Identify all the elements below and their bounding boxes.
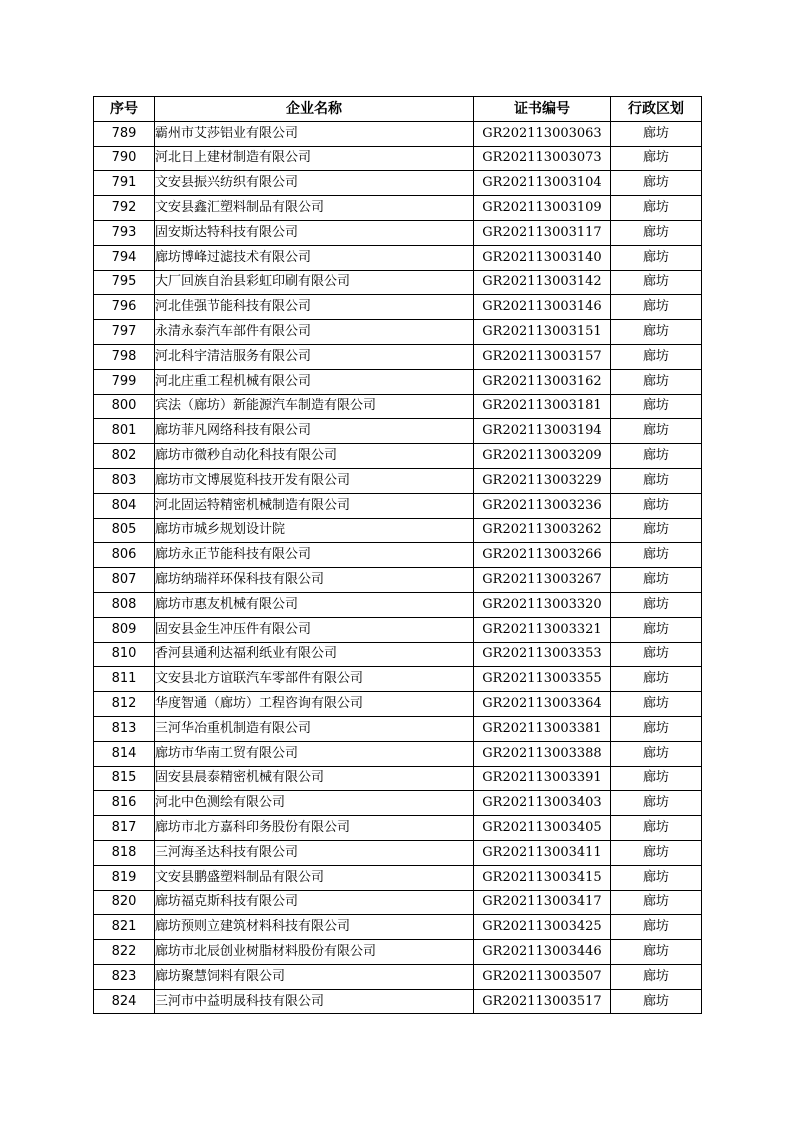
table-row [94, 121, 702, 146]
company-name-cell: 永清永泰汽车部件有限公司 [155, 320, 474, 345]
serial-number-cell: 811 [94, 667, 155, 692]
region-cell: 廊坊 [611, 592, 702, 617]
company-name-cell: 廊坊市北方嘉科印务股份有限公司 [155, 816, 474, 841]
region-cell: 廊坊 [611, 245, 702, 270]
company-name-cell: 大厂回族自治县彩虹印刷有限公司 [155, 270, 474, 295]
company-name-cell: 固安县金生冲压件有限公司 [155, 617, 474, 642]
table-body [94, 121, 702, 1014]
table-row [94, 766, 702, 791]
serial-number-cell: 790 [94, 146, 155, 171]
region-cell: 廊坊 [611, 989, 702, 1014]
table-row [94, 196, 702, 221]
certificate-number-cell: GR202113003194 [474, 419, 611, 444]
region-cell: 廊坊 [611, 642, 702, 667]
table-row [94, 865, 702, 890]
table-row [94, 171, 702, 196]
table-row [94, 741, 702, 766]
region-cell: 廊坊 [611, 964, 702, 989]
certificate-number-cell: GR202113003321 [474, 617, 611, 642]
certificate-number-cell: GR202113003417 [474, 890, 611, 915]
region-cell: 廊坊 [611, 220, 702, 245]
company-name-cell: 文安县振兴纺织有限公司 [155, 171, 474, 196]
company-name-cell: 华度智通（廊坊）工程咨询有限公司 [155, 692, 474, 717]
company-name-cell: 宾法（廊坊）新能源汽车制造有限公司 [155, 394, 474, 419]
company-name-cell: 文安县鑫汇塑料制品有限公司 [155, 196, 474, 221]
table-row [94, 419, 702, 444]
certificate-number-cell: GR202113003353 [474, 642, 611, 667]
region-cell: 廊坊 [611, 468, 702, 493]
serial-number-cell: 804 [94, 493, 155, 518]
table-row [94, 667, 702, 692]
region-cell: 廊坊 [611, 320, 702, 345]
table-row [94, 444, 702, 469]
table-row [94, 617, 702, 642]
serial-number-cell: 824 [94, 989, 155, 1014]
company-name-cell: 河北佳强节能科技有限公司 [155, 295, 474, 320]
certificate-number-cell: GR202113003063 [474, 121, 611, 146]
header-company-name: 企业名称 [155, 97, 474, 122]
certificate-number-cell: GR202113003117 [474, 220, 611, 245]
table-row [94, 295, 702, 320]
region-cell: 廊坊 [611, 171, 702, 196]
company-name-cell: 廊坊市文博展览科技开发有限公司 [155, 468, 474, 493]
serial-number-cell: 815 [94, 766, 155, 791]
serial-number-cell: 808 [94, 592, 155, 617]
table-row [94, 220, 702, 245]
table-row [94, 989, 702, 1014]
table-row [94, 320, 702, 345]
company-name-cell: 廊坊市微秒自动化科技有限公司 [155, 444, 474, 469]
serial-number-cell: 818 [94, 840, 155, 865]
certificate-number-cell: GR202113003415 [474, 865, 611, 890]
certificate-number-cell: GR202113003517 [474, 989, 611, 1014]
serial-number-cell: 817 [94, 816, 155, 841]
company-name-cell: 河北日上建材制造有限公司 [155, 146, 474, 171]
company-name-cell: 三河市中益明晟科技有限公司 [155, 989, 474, 1014]
certificate-number-cell: GR202113003157 [474, 344, 611, 369]
certificate-number-cell: GR202113003140 [474, 245, 611, 270]
company-name-cell: 三河海圣达科技有限公司 [155, 840, 474, 865]
serial-number-cell: 820 [94, 890, 155, 915]
company-name-cell: 廊坊市北辰创业树脂材料股份有限公司 [155, 940, 474, 965]
table-row [94, 245, 702, 270]
table-row [94, 791, 702, 816]
table-row [94, 940, 702, 965]
serial-number-cell: 822 [94, 940, 155, 965]
table-row [94, 840, 702, 865]
header-row [94, 97, 702, 122]
table-header [94, 97, 702, 122]
region-cell: 廊坊 [611, 791, 702, 816]
region-cell: 廊坊 [611, 568, 702, 593]
company-name-cell: 河北中色测绘有限公司 [155, 791, 474, 816]
certificate-number-cell: GR202113003391 [474, 766, 611, 791]
region-cell: 廊坊 [611, 419, 702, 444]
region-cell: 廊坊 [611, 816, 702, 841]
serial-number-cell: 812 [94, 692, 155, 717]
certificate-number-cell: GR202113003267 [474, 568, 611, 593]
serial-number-cell: 799 [94, 369, 155, 394]
certificate-number-cell: GR202113003109 [474, 196, 611, 221]
certificate-number-cell: GR202113003142 [474, 270, 611, 295]
region-cell: 廊坊 [611, 766, 702, 791]
region-cell: 廊坊 [611, 716, 702, 741]
serial-number-cell: 802 [94, 444, 155, 469]
certificate-number-cell: GR202113003446 [474, 940, 611, 965]
region-cell: 廊坊 [611, 518, 702, 543]
certificate-number-cell: GR202113003405 [474, 816, 611, 841]
serial-number-cell: 792 [94, 196, 155, 221]
table-row [94, 394, 702, 419]
serial-number-cell: 806 [94, 543, 155, 568]
serial-number-cell: 814 [94, 741, 155, 766]
table-row [94, 642, 702, 667]
region-cell: 廊坊 [611, 692, 702, 717]
certificate-number-cell: GR202113003364 [474, 692, 611, 717]
company-name-cell: 文安县鹏盛塑料制品有限公司 [155, 865, 474, 890]
header-certificate-number: 证书编号 [474, 97, 611, 122]
serial-number-cell: 789 [94, 121, 155, 146]
certificate-number-cell: GR202113003104 [474, 171, 611, 196]
certificate-number-cell: GR202113003236 [474, 493, 611, 518]
certificate-number-cell: GR202113003266 [474, 543, 611, 568]
region-cell: 廊坊 [611, 295, 702, 320]
table-row [94, 716, 702, 741]
certificate-table [93, 96, 702, 1014]
certificate-number-cell: GR202113003425 [474, 915, 611, 940]
certificate-number-cell: GR202113003146 [474, 295, 611, 320]
region-cell: 廊坊 [611, 369, 702, 394]
region-cell: 廊坊 [611, 394, 702, 419]
company-name-cell: 廊坊聚慧饲料有限公司 [155, 964, 474, 989]
serial-number-cell: 813 [94, 716, 155, 741]
region-cell: 廊坊 [611, 543, 702, 568]
certificate-number-cell: GR202113003229 [474, 468, 611, 493]
serial-number-cell: 805 [94, 518, 155, 543]
company-name-cell: 霸州市艾莎铝业有限公司 [155, 121, 474, 146]
company-name-cell: 河北科宇清洁服务有限公司 [155, 344, 474, 369]
table-row [94, 915, 702, 940]
certificate-number-cell: GR202113003151 [474, 320, 611, 345]
company-name-cell: 廊坊福克斯科技有限公司 [155, 890, 474, 915]
serial-number-cell: 823 [94, 964, 155, 989]
region-cell: 廊坊 [611, 667, 702, 692]
table-row [94, 890, 702, 915]
table-row [94, 146, 702, 171]
table-row [94, 592, 702, 617]
serial-number-cell: 801 [94, 419, 155, 444]
region-cell: 廊坊 [611, 940, 702, 965]
table-row [94, 270, 702, 295]
company-name-cell: 廊坊市华南工贸有限公司 [155, 741, 474, 766]
region-cell: 廊坊 [611, 493, 702, 518]
certificate-number-cell: GR202113003355 [474, 667, 611, 692]
company-name-cell: 廊坊纳瑞祥环保科技有限公司 [155, 568, 474, 593]
serial-number-cell: 816 [94, 791, 155, 816]
company-name-cell: 河北固运特精密机械制造有限公司 [155, 493, 474, 518]
serial-number-cell: 797 [94, 320, 155, 345]
table-row [94, 344, 702, 369]
company-name-cell: 河北庄重工程机械有限公司 [155, 369, 474, 394]
certificate-number-cell: GR202113003262 [474, 518, 611, 543]
company-name-cell: 文安县北方谊联汽车零部件有限公司 [155, 667, 474, 692]
table-row [94, 493, 702, 518]
table-row [94, 816, 702, 841]
certificate-number-cell: GR202113003162 [474, 369, 611, 394]
table-row [94, 568, 702, 593]
table-row [94, 468, 702, 493]
certificate-number-cell: GR202113003209 [474, 444, 611, 469]
company-name-cell: 三河华冶重机制造有限公司 [155, 716, 474, 741]
company-name-cell: 固安斯达特科技有限公司 [155, 220, 474, 245]
region-cell: 廊坊 [611, 617, 702, 642]
table-row [94, 964, 702, 989]
serial-number-cell: 803 [94, 468, 155, 493]
certificate-number-cell: GR202113003403 [474, 791, 611, 816]
serial-number-cell: 798 [94, 344, 155, 369]
table-row [94, 692, 702, 717]
region-cell: 廊坊 [611, 146, 702, 171]
serial-number-cell: 794 [94, 245, 155, 270]
region-cell: 廊坊 [611, 890, 702, 915]
company-name-cell: 廊坊博峰过滤技术有限公司 [155, 245, 474, 270]
region-cell: 廊坊 [611, 270, 702, 295]
serial-number-cell: 791 [94, 171, 155, 196]
table-row [94, 543, 702, 568]
serial-number-cell: 821 [94, 915, 155, 940]
certificate-number-cell: GR202113003320 [474, 592, 611, 617]
region-cell: 廊坊 [611, 915, 702, 940]
region-cell: 廊坊 [611, 344, 702, 369]
serial-number-cell: 809 [94, 617, 155, 642]
header-region: 行政区划 [611, 97, 702, 122]
company-name-cell: 香河县通利达福利纸业有限公司 [155, 642, 474, 667]
serial-number-cell: 800 [94, 394, 155, 419]
serial-number-cell: 819 [94, 865, 155, 890]
region-cell: 廊坊 [611, 840, 702, 865]
header-serial-number: 序号 [94, 97, 155, 122]
company-name-cell: 廊坊市惠友机械有限公司 [155, 592, 474, 617]
company-name-cell: 固安县晨泰精密机械有限公司 [155, 766, 474, 791]
company-name-cell: 廊坊预则立建筑材料科技有限公司 [155, 915, 474, 940]
certificate-number-cell: GR202113003381 [474, 716, 611, 741]
company-name-cell: 廊坊市城乡规划设计院 [155, 518, 474, 543]
certificate-number-cell: GR202113003181 [474, 394, 611, 419]
serial-number-cell: 795 [94, 270, 155, 295]
company-name-cell: 廊坊菲凡网络科技有限公司 [155, 419, 474, 444]
table-row [94, 369, 702, 394]
region-cell: 廊坊 [611, 121, 702, 146]
serial-number-cell: 793 [94, 220, 155, 245]
certificate-number-cell: GR202113003411 [474, 840, 611, 865]
serial-number-cell: 810 [94, 642, 155, 667]
serial-number-cell: 796 [94, 295, 155, 320]
region-cell: 廊坊 [611, 741, 702, 766]
company-name-cell: 廊坊永正节能科技有限公司 [155, 543, 474, 568]
certificate-number-cell: GR202113003388 [474, 741, 611, 766]
table-row [94, 518, 702, 543]
certificate-number-cell: GR202113003073 [474, 146, 611, 171]
region-cell: 廊坊 [611, 196, 702, 221]
certificate-number-cell: GR202113003507 [474, 964, 611, 989]
region-cell: 廊坊 [611, 444, 702, 469]
region-cell: 廊坊 [611, 865, 702, 890]
serial-number-cell: 807 [94, 568, 155, 593]
